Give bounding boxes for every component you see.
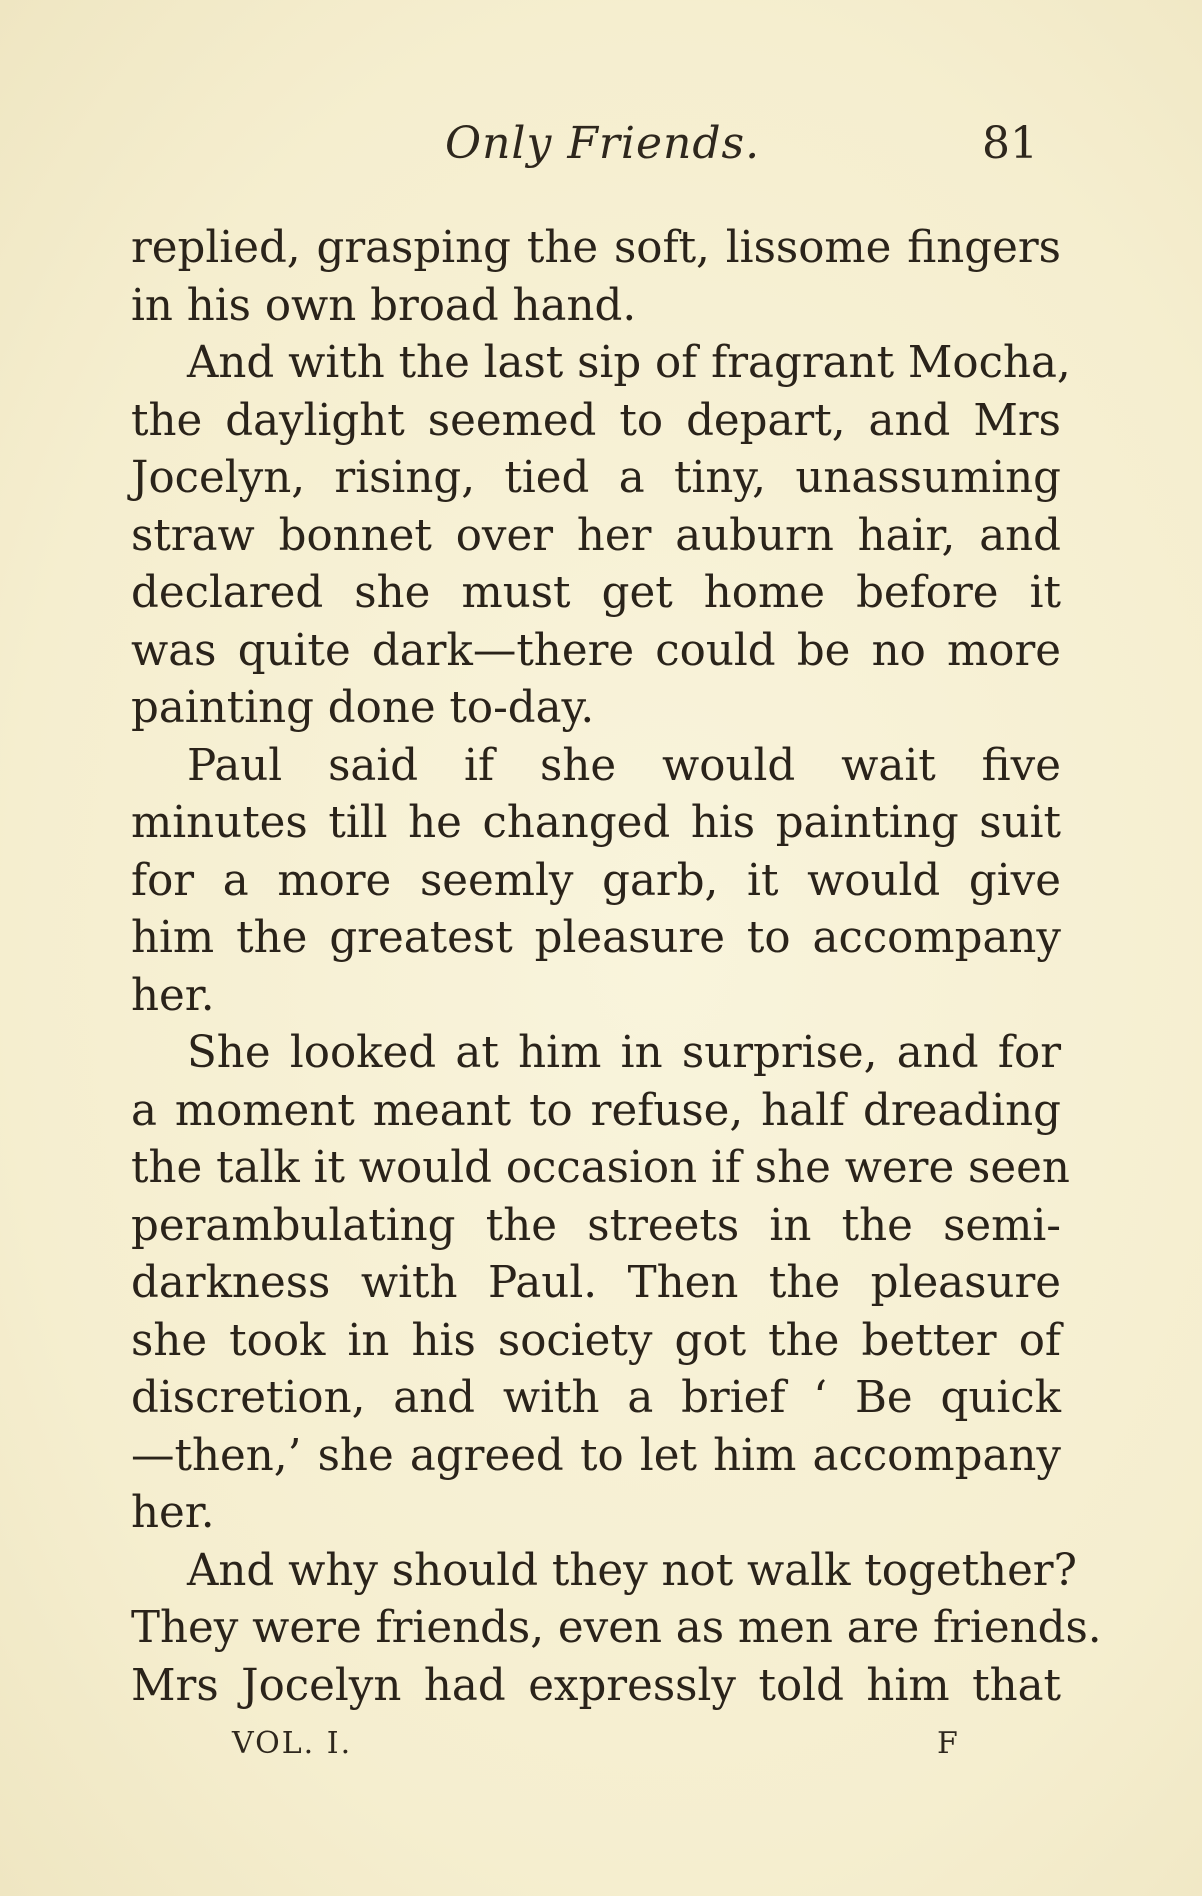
text-line: perambulating the streets in the semi- xyxy=(131,1200,1061,1251)
body-text xyxy=(131,220,1102,1715)
text-line: straw bonnet over her auburn hair, and xyxy=(131,510,1061,561)
text-line: Paul said if she would wait five xyxy=(187,740,1061,791)
text-line: in his own broad hand. xyxy=(131,280,637,331)
running-title: Only Friends. xyxy=(445,118,761,169)
text-line: a moment meant to refuse, half dreading xyxy=(131,1085,1061,1136)
text-line: Mrs Jocelyn had expressly told him that xyxy=(131,1660,1061,1711)
text-line: minutes till he changed his painting suit xyxy=(131,798,1061,848)
text-line: her. xyxy=(131,970,215,1021)
text-line: replied, grasping the soft, lissome fingers xyxy=(131,223,1061,273)
text-line: she took in his society got the better of xyxy=(131,1315,1061,1366)
page-number: 81 xyxy=(982,118,1038,169)
text-line: She looked at him in surprise, and for xyxy=(187,1028,1061,1078)
text-line: darkness with Paul. Then the pleasure xyxy=(131,1258,1061,1308)
volume-signature: VOL. I. xyxy=(232,1726,353,1761)
text-line: him the greatest pleasure to accompany xyxy=(131,913,1061,963)
text-line: And with the last sip of fragrant Mocha, xyxy=(187,338,1071,388)
text-line: —then,’ she agreed to let him accompany xyxy=(131,1430,1061,1481)
page-header xyxy=(0,118,1202,178)
text-line: the daylight seemed to depart, and Mrs xyxy=(131,395,1061,446)
text-line: And why should they not walk together? xyxy=(187,1545,1077,1596)
text-line: Jocelyn, rising, tied a tiny, unassuming xyxy=(131,453,1061,503)
text-line: painting done to-day. xyxy=(131,683,595,733)
text-line: They were friends, even as men are friends. xyxy=(131,1603,1102,1653)
text-line: her. xyxy=(131,1488,215,1538)
text-line: for a more seemly garb, it would give xyxy=(131,855,1061,906)
gathering-signature: F xyxy=(937,1726,960,1761)
text-line: was quite dark—there could be no more xyxy=(131,625,1061,676)
page-footer xyxy=(0,1726,1202,1766)
text-line: declared she must get home before it xyxy=(131,568,1061,618)
text-line: the talk it would occasion if she were seen xyxy=(131,1143,1070,1193)
text-line: discretion, and with a brief ‘ Be quick xyxy=(131,1373,1061,1423)
